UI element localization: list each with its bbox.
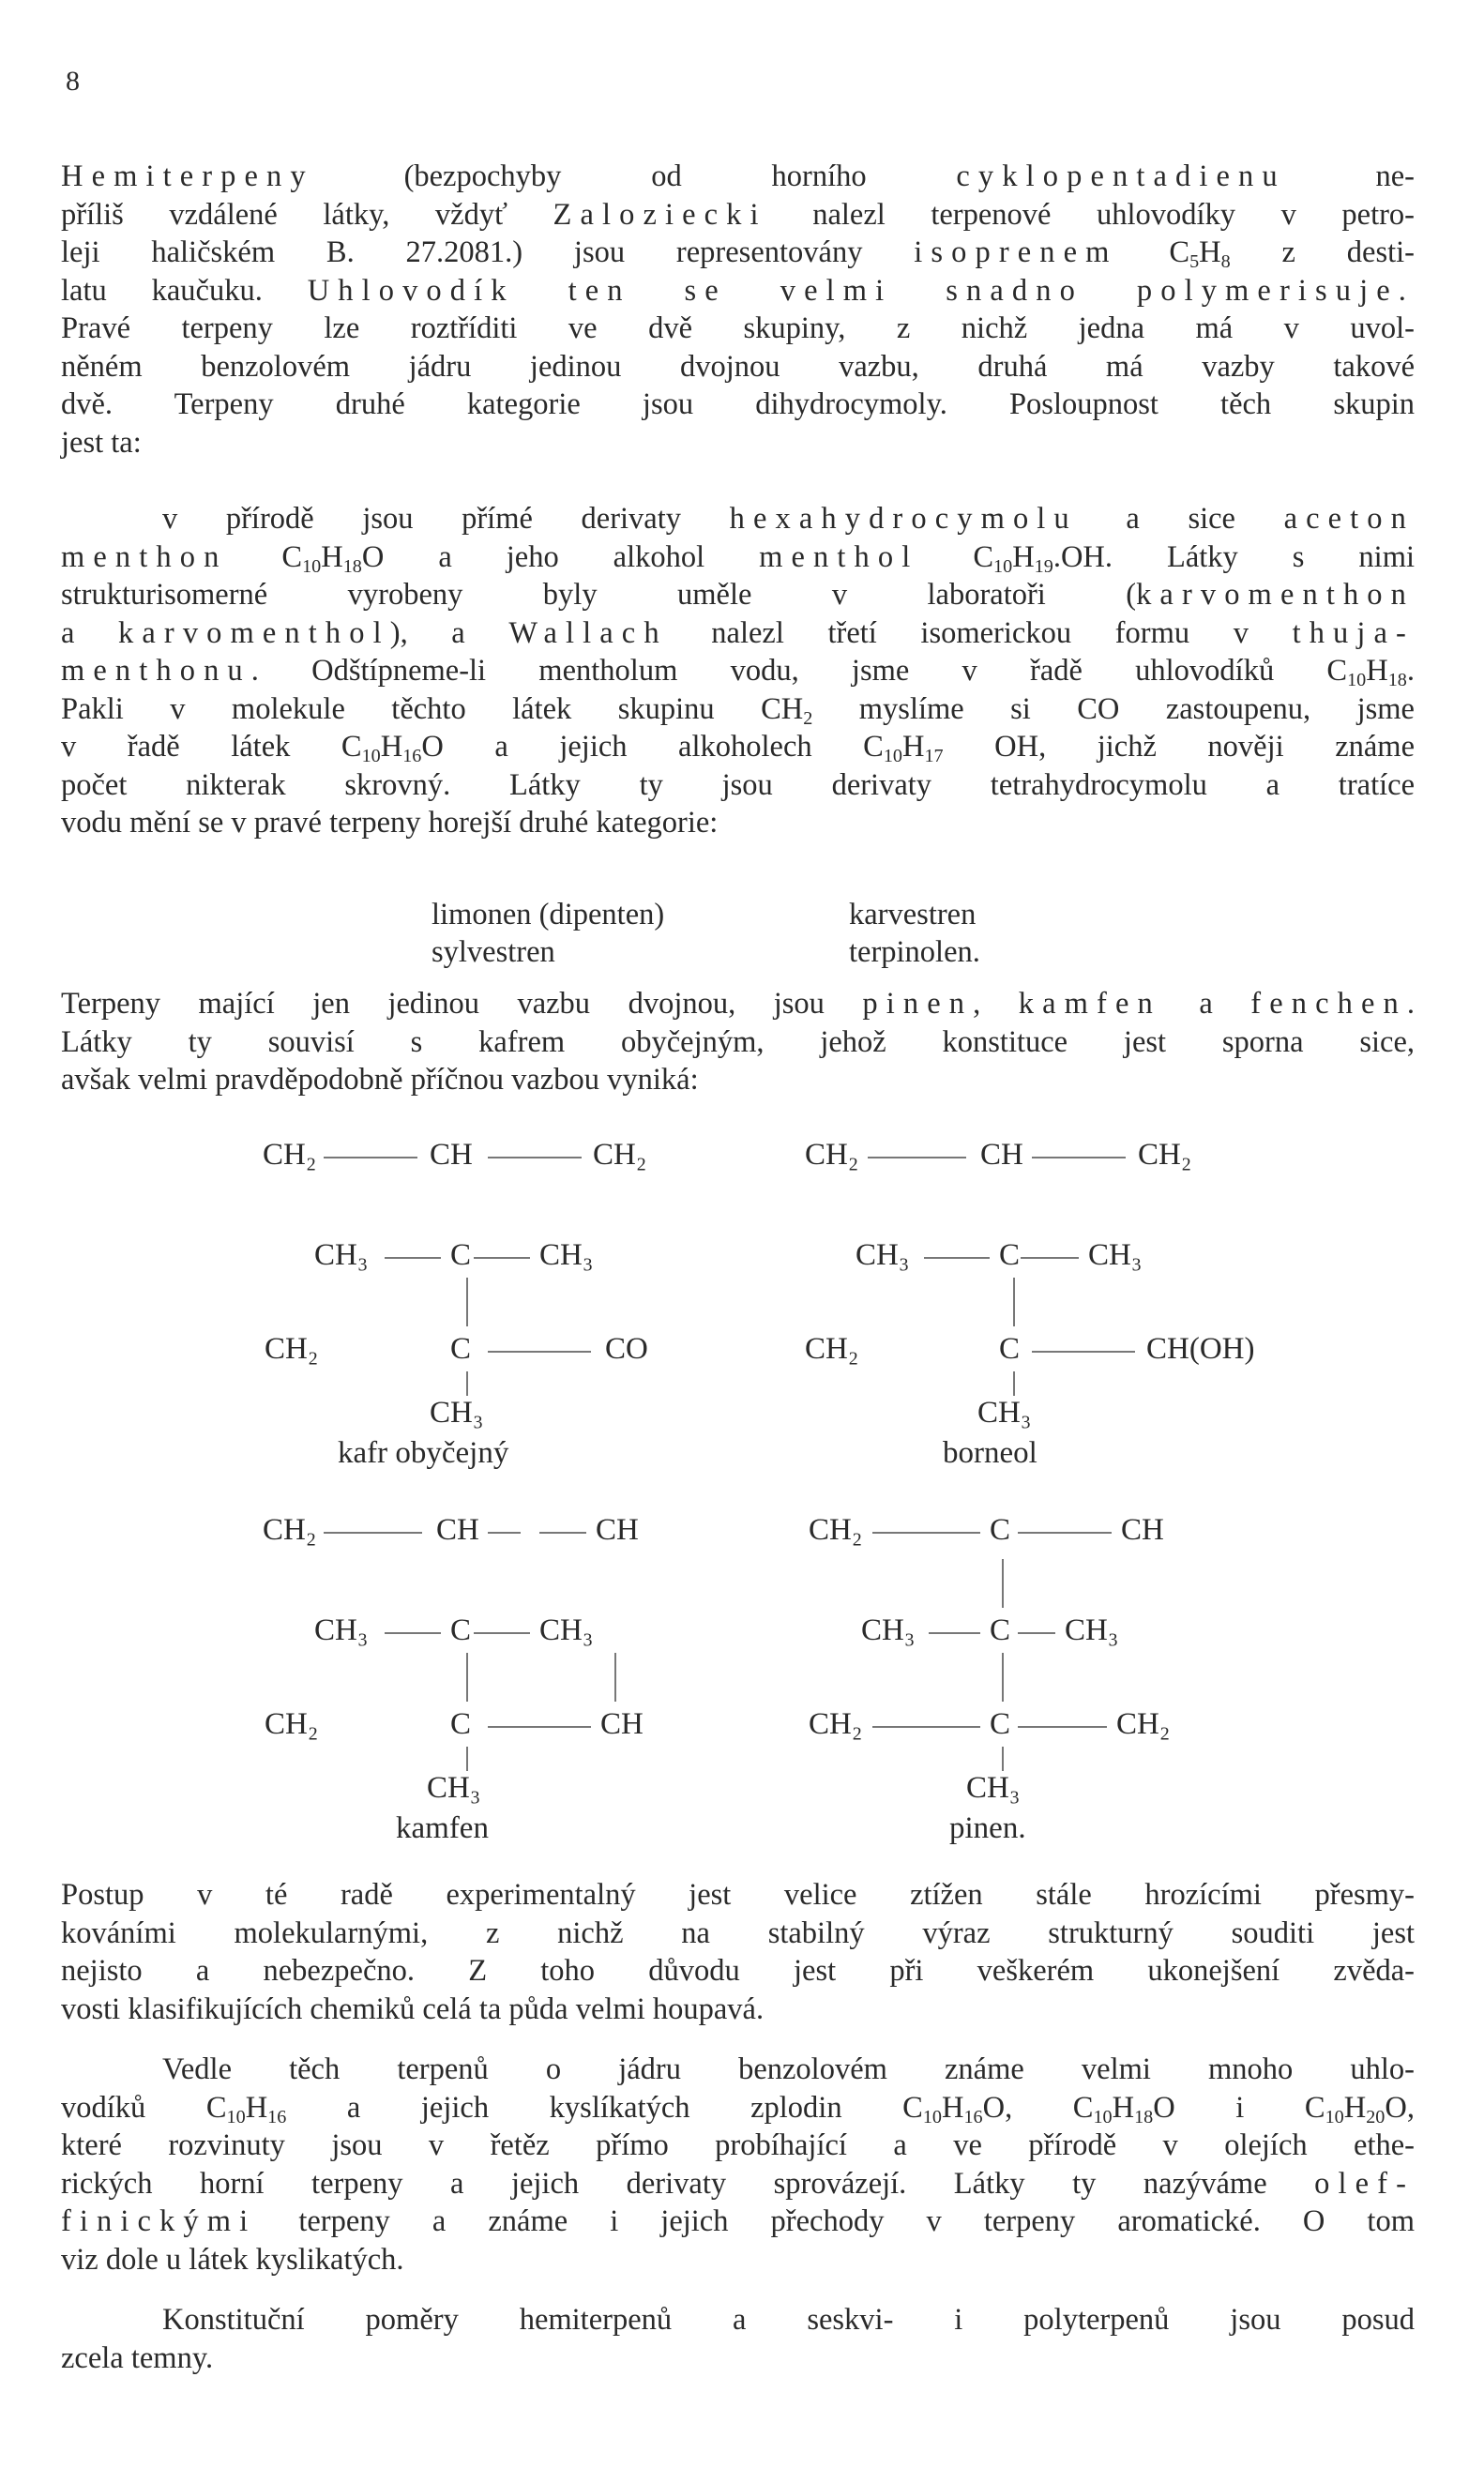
text-segment: zcela temny. [61,2340,214,2375]
formula-atom: C [450,1613,472,1647]
subscript: 20 [1366,2106,1386,2127]
text-segment: O, C [982,2090,1094,2125]
formula-atom: CH₃ [1088,1238,1143,1272]
subscript: 8 [1220,251,1231,273]
formula-atom: CH₂ [809,1513,863,1547]
formula-atom: C [450,1238,472,1272]
list-item: terpinolen. [849,935,980,969]
formula-atom: CH₂ [805,1332,859,1366]
formula-atom: CO [605,1332,648,1366]
formula-atom: CH₃ [977,1396,1032,1430]
formula-caption: kafr obyčejný [338,1436,509,1470]
text-segment: avšak velmi pravděpodobně příčnou vazbou vyniká: [61,1063,699,1097]
subscript: 10 [1325,2106,1344,2127]
formula-atom: CH₃ [430,1396,484,1430]
paragraph-derivaty [61,500,1415,842]
text-segment: aceton [1283,502,1415,536]
text-line [61,158,1415,196]
bond-line [466,1278,468,1326]
text-segment: .OH. Látky s nimi [1052,539,1415,574]
text-segment: v řadě látek C [61,730,362,764]
text-segment: které rozvinuty jsou v řetěz přímo probíhající a ve přírodě v olejích ethe- [61,2128,1415,2162]
text-segment: z desti- [1230,235,1415,269]
formula-atom: CH₃ [427,1771,481,1805]
formula-atom: CH₂ [1138,1138,1192,1172]
bond-line [868,1157,966,1158]
subscript: 17 [924,746,944,767]
text-segment: H [245,2090,268,2125]
bond-line [474,1257,530,1259]
text-line [61,766,1415,805]
formula-atom: CH₂ [1116,1707,1171,1741]
bond-line [1018,1632,1055,1634]
text-segment: a [1160,987,1251,1021]
text-line [61,2301,1415,2339]
formula-atom: CH₃ [539,1238,594,1272]
text-segment: Wallach [508,615,668,650]
bond-line [872,1726,980,1728]
paragraph-konstituce [61,2301,1415,2377]
text-line [61,728,1415,766]
bond-line [466,1747,468,1771]
bond-line [1013,1371,1015,1396]
text-segment: rických horní terpeny a jejich derivaty sprovázejí. Látky ty nazýváme [61,2166,1315,2201]
text-segment: H [1199,235,1221,269]
subscript: 10 [1347,670,1367,691]
bond-line [1013,1278,1015,1326]
text-segment: Hemiterpeny [61,159,314,193]
bond-line [539,1532,586,1534]
formula-atom: CH₂ [263,1513,317,1547]
paragraph-hemiterpeny [61,158,1415,462]
text-line [61,690,1415,729]
subscript: 2 [803,707,813,729]
bond-line [466,1653,468,1702]
text-segment: ne- [1285,159,1415,193]
text-segment: O a jeho alkohol [361,539,760,574]
text-segment: cyklopentadienu [956,159,1286,193]
text-segment: menthon [61,539,228,574]
text-line [61,1991,1415,2029]
text-line [61,310,1415,348]
text-line [61,2241,1415,2279]
text-segment: Vedle těch terpenů o jádru benzolovém známe velmi mnoho uhlo- [162,2052,1415,2086]
text-segment: vodu mění se v pravé terpeny horejší druhé kategorie: [61,806,719,840]
bond-line [924,1257,990,1259]
formula-caption: kamfen [396,1811,489,1845]
subscript: 10 [883,746,902,767]
bond-line [872,1532,980,1534]
text-segment: Uhlovodík ten se velmi snadno polymerisuje. [307,273,1415,308]
formula-caption: borneol [943,1436,1037,1470]
text-segment: Látky ty souvisí s kafrem obyčejným, jehož konstituce jest sporna sice, [61,1024,1415,1059]
bond-line [1018,1532,1112,1534]
text-segment: nalezl terpenové uhlovodíky v petro- [766,197,1415,232]
text-segment: menthonu [61,654,251,688]
list-item: limonen (dipenten) [432,898,665,931]
bond-line [488,1532,521,1534]
formula-atom: CH [436,1513,479,1547]
text-segment: terpeny a známe i jejich přechody v terpeny aromatické. O tom [256,2204,1415,2238]
text-line [61,386,1415,424]
text-segment: karvomenthon [1136,578,1415,612]
text-segment: Pravé terpeny lze roztříditi ve dvě skupiny, z nichž jedna má v uvol- [61,311,1415,345]
bond-line [488,1351,591,1353]
subscript: 10 [302,555,322,577]
text-line [61,1876,1415,1915]
text-line [61,1915,1415,1953]
bond-line [614,1653,616,1702]
subscript: 10 [226,2106,246,2127]
text-segment: isoprenem [914,235,1118,269]
text-segment: . [1406,654,1415,688]
text-line [61,272,1415,310]
text-segment: , [973,987,1019,1021]
text-segment: vosti klasifikujících chemiků celá ta půda velmi houpavá. [61,1991,765,2026]
bond-line [1032,1351,1135,1353]
text-segment: dvě. Terpeny druhé kategorie jsou dihydrocymoly. Posloupnost těch skupin [61,387,1415,421]
formula-atom: CH₃ [314,1238,369,1272]
formula-atom: C [999,1238,1021,1272]
text-line [61,500,1415,538]
subscript: 10 [361,746,381,767]
subscript: 10 [922,2106,942,2127]
bond-line [474,1632,530,1634]
subscript: 18 [1387,670,1407,691]
text-line [61,804,1415,842]
text-segment: H [1012,539,1035,574]
formula-atom: CH₂ [265,1332,319,1366]
bond-line [1002,1559,1004,1608]
text-line [61,2203,1415,2241]
text-segment: a [61,615,119,650]
text-segment: Terpeny mající jen jedinou vazbu dvojnou, jsou [61,987,863,1021]
formula-atom: CH₂ [263,1138,317,1172]
bond-line [324,1532,422,1534]
text-segment: O i C [1153,2090,1325,2125]
formula-atom: CH₂ [805,1138,859,1172]
text-segment: Pakli v molekule těchto látek skupinu CH [61,691,804,726]
bond-line [488,1157,582,1158]
text-segment: ), a [389,615,509,650]
text-segment: vodíků C [61,2090,227,2125]
text-line [61,2165,1415,2203]
subscript: 16 [267,2106,287,2127]
text-segment: hexahydrocymolu [729,502,1078,536]
formula-atom: CH₃ [856,1238,910,1272]
formula-atom: CH [980,1138,1023,1172]
text-line [61,2339,1415,2378]
text-segment: pinen [862,987,974,1021]
text-segment: jest ta: [61,425,142,460]
bond-line [466,1371,468,1396]
formula-atom: C [990,1707,1011,1741]
terpene-list-left [432,896,664,971]
text-line [61,348,1415,386]
text-segment: O a jejich alkoholech C [421,730,884,764]
formula-atom: CH [1121,1513,1164,1547]
list-item: sylvestren [432,935,555,969]
formula-atom: CH [600,1707,644,1741]
text-line [61,614,1415,653]
formula-atom: CH₂ [593,1138,647,1172]
text-segment: finickými [61,2204,257,2238]
text-segment: C [918,539,994,574]
text-line [61,576,1415,614]
text-segment: H [1112,2090,1135,2125]
formula-atom: CH(OH) [1146,1332,1255,1366]
text-segment: thuja- [1292,615,1415,650]
formula-atom: CH [596,1513,639,1547]
text-segment: viz dole u látek kyslikatých. [61,2242,404,2277]
text-line [61,424,1415,462]
formula-atom: CH₃ [539,1613,594,1647]
text-line [61,1061,1415,1099]
text-segment: v přírodě jsou přímé derivaty [162,502,730,536]
text-segment: C [1117,235,1190,269]
text-line [61,196,1415,235]
terpene-list-right [849,896,980,971]
formula-atom: CH₃ [966,1771,1021,1805]
text-line [61,234,1415,272]
text-segment: . Odštípneme-li mentholum vodu, jsme v řadě uhlovodíků C [250,654,1348,688]
text-segment: H [942,2090,964,2125]
text-segment: fenchen [1250,987,1407,1021]
text-segment: něném benzolovém jádru jedinou dvojnou vazbu, druhá má vazby takové [61,349,1415,384]
bond-line [1002,1747,1004,1771]
bond-line [385,1632,441,1634]
subscript: 10 [993,555,1013,577]
bond-line [929,1632,980,1634]
text-line [61,2051,1415,2089]
text-segment: H [1343,2090,1367,2125]
text-segment: Konstituční poměry hemiterpenů a seskvi- i polyterpenů jsou posud [162,2303,1415,2337]
text-segment: nalezl třetí isomerickou formu v [667,615,1293,650]
subscript: 18 [1134,2106,1154,2127]
text-line [61,985,1415,1023]
text-segment: a jejich kyslíkatých zplodin C [286,2090,923,2125]
text-segment: . [1406,987,1415,1021]
text-segment: kamfen [1018,987,1161,1021]
text-segment: OH, jichž nověji známe [943,730,1415,764]
bond-line [324,1157,417,1158]
subscript: 5 [1189,251,1200,273]
text-segment: H [321,539,343,574]
text-segment: nejisto a nebezpečno. Z toho důvodu jest při veškerém ukonejšení zvěda- [61,1954,1415,1988]
text-segment: karvomenthol [118,615,390,650]
formula-atom: CH₂ [265,1707,319,1741]
subscript: 16 [402,746,422,767]
formula-atom: CH₃ [314,1613,369,1647]
formula-atom: CH₃ [1065,1613,1119,1647]
text-segment: menthol [759,539,919,574]
subscript: 16 [963,2106,983,2127]
text-segment: olef- [1314,2166,1415,2201]
bond-line [1002,1653,1004,1702]
text-line [61,1952,1415,1991]
subscript: 19 [1034,555,1053,577]
text-segment: H [1366,654,1388,688]
bond-line [488,1726,591,1728]
text-segment: leji haličském B. 27.2081.) jsou representovány [61,235,915,269]
page-number: 8 [66,66,80,97]
text-segment: C [227,539,303,574]
formula-atom: CH [430,1138,473,1172]
text-line [61,1023,1415,1062]
bond-line [1032,1157,1126,1158]
paragraph-postup [61,1876,1415,2028]
text-line [61,2089,1415,2127]
text-line [61,2127,1415,2165]
formula-atom: CH₂ [809,1707,863,1741]
text-segment: a sice [1077,502,1284,536]
text-segment: Postup v té radě experimentalný jest velice ztížen stále hrozícími přesmy- [61,1878,1415,1912]
formula-caption: pinen. [949,1811,1026,1845]
text-segment: O, [1385,2090,1415,2125]
text-segment: kováními molekularnými, z nichž na stabilný výraz strukturný souditi jest [61,1915,1415,1950]
text-segment: příliš vzdálené látky, vždyť [61,197,553,232]
list-item: karvestren [849,898,977,931]
formula-atom: C [999,1332,1021,1366]
text-segment: strukturisomerné vyrobeny byly uměle v laboratoři ( [61,578,1137,612]
text-segment: (bezpochyby od horního [313,159,957,193]
text-segment: počet nikterak skrovný. Látky ty jsou derivaty tetrahydrocymolu a tratíce [61,767,1415,802]
subscript: 18 [342,555,362,577]
formula-atom: C [990,1613,1011,1647]
text-segment: myslíme si CO zastoupenu, jsme [812,691,1415,726]
text-segment: latu kaučuku. [61,273,308,308]
text-line [61,652,1415,690]
bond-line [1018,1726,1107,1728]
paragraph-terpeny-jedina-vazba [61,985,1415,1099]
text-segment: H [901,730,925,764]
formula-atom: C [450,1332,472,1366]
text-line [61,538,1415,577]
formula-atom: C [450,1707,472,1741]
subscript: 10 [1093,2106,1113,2127]
paragraph-olefinicke-terpeny [61,2051,1415,2279]
bond-line [1021,1257,1079,1259]
text-segment: Zalozieckі [553,197,767,232]
text-segment: H [380,730,403,764]
formula-atom: CH₃ [861,1613,916,1647]
formula-atom: C [990,1513,1011,1547]
bond-line [385,1257,441,1259]
